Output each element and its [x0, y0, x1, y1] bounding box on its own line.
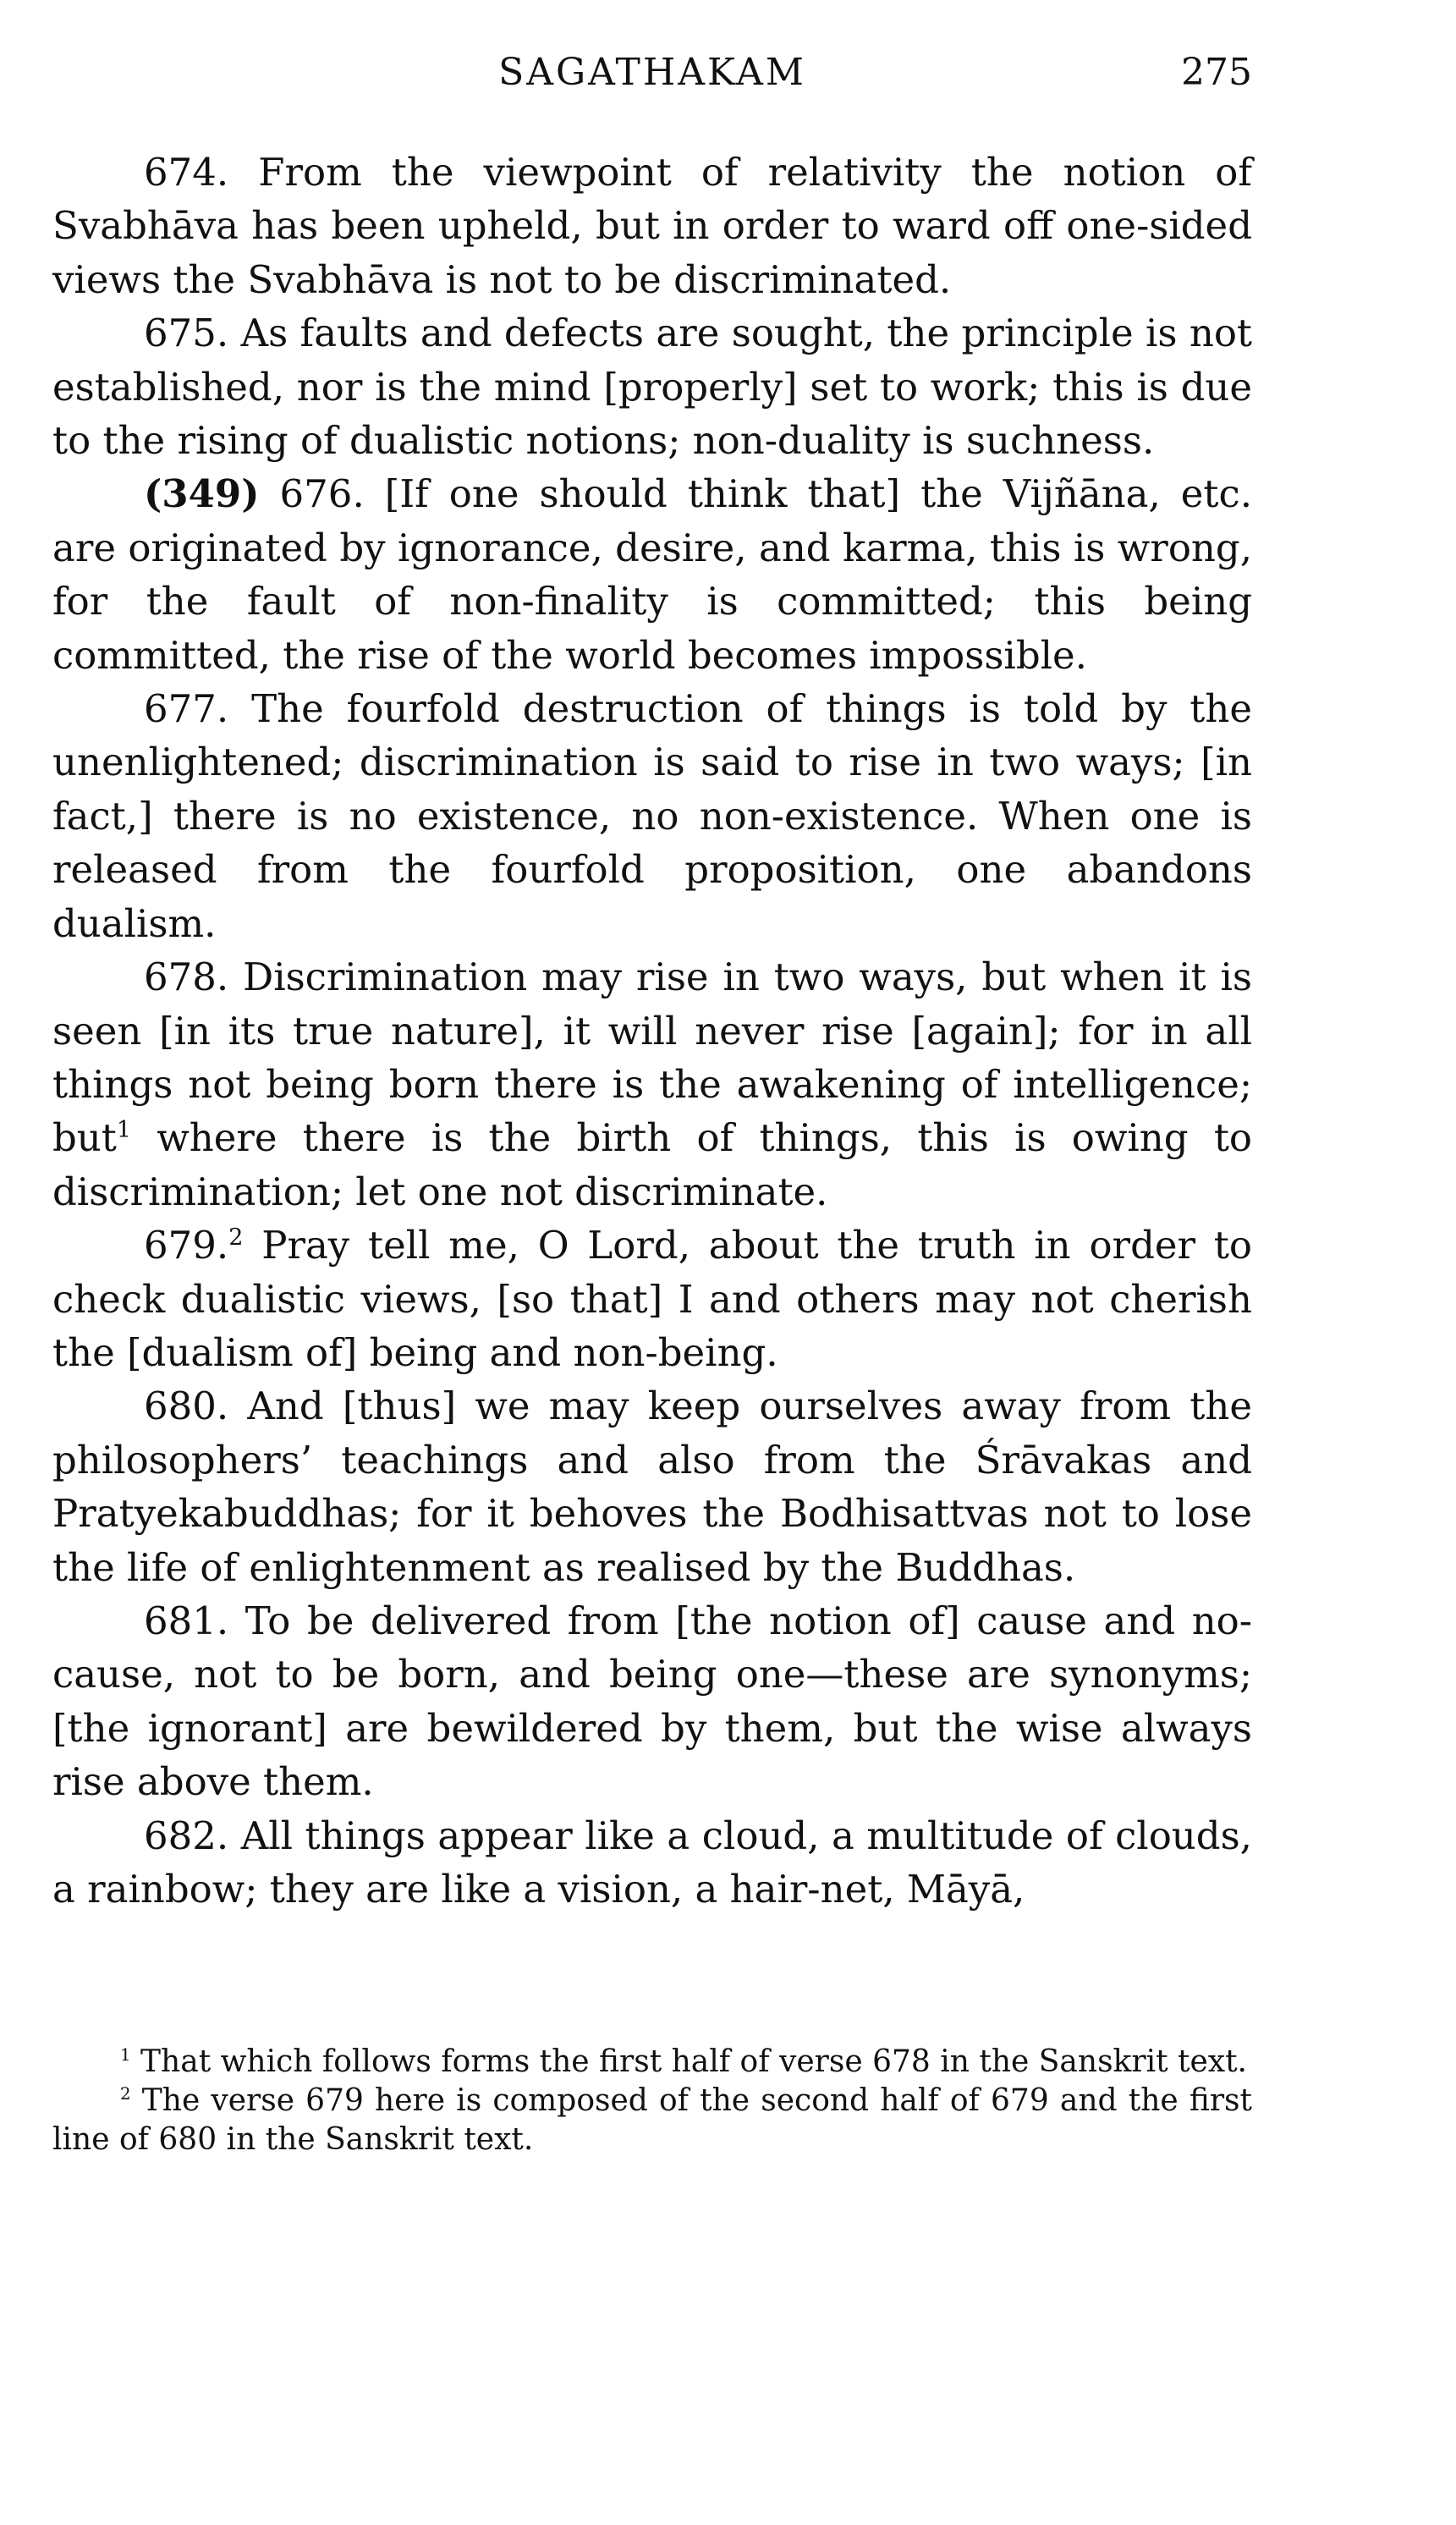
verse-paragraph	[52, 1594, 1252, 1809]
footnote-reference: 1	[116, 1117, 132, 1144]
verse-text: Pray tell me, O Lord, about the truth in order to check dualistic views, [so that] I and others may not cherish the [dualism of] being and non-being.	[52, 1223, 1252, 1375]
verse-number: 675.	[144, 311, 229, 356]
verse-number: 674.	[144, 150, 229, 195]
verse-number: 680.	[144, 1384, 229, 1429]
verse-text: The fourfold destruction of things is told by the unenlightened; discrimination is said to rise in two ways; [in fact,] there is no existence, no non-existence. When one is released from the fourfold proposition, one abandons dualism.	[52, 686, 1252, 946]
verse-text: [If one should think that] the Vijñāna, etc. are originated by ignorance, desire, and karma, this is wrong, for the fault of non-finality is committed; this being committed, the rise of the world becomes impossible.	[52, 471, 1252, 678]
verse-paragraph	[52, 1809, 1252, 1917]
footnote-mark: 2	[120, 2084, 131, 2104]
running-title: SAGATHAKAM	[498, 51, 806, 94]
footnote-text: The verse 679 here is composed of the second half of 679 and the first line of 680 in the Sanskrit text.	[52, 2083, 1252, 2157]
verse-number: 678.	[144, 954, 229, 1000]
verse-number: 682.	[144, 1813, 229, 1858]
body-text	[52, 146, 1252, 1916]
verse-text: As faults and defects are sought, the principle is not established, nor is the mind [properly] set to work; this is due to the rising of dualistic notions; non-duality is suchness.	[52, 311, 1252, 464]
verse-paragraph	[52, 682, 1252, 950]
footnote-text: That which follows forms the first half of verse 678 in the Sanskrit text.	[140, 2044, 1247, 2079]
verse-number: 679.	[144, 1223, 229, 1268]
verse-number: 676.	[279, 471, 365, 517]
verse-text: And [thus] we may keep ourselves away from the philosophers’ teachings and also from the Śrāvakas and Pratyekabuddhas; for it behoves the Bodhisattvas not to lose the life of enlightenment as realised by the Buddhas.	[52, 1384, 1252, 1590]
verse-number: 681.	[144, 1598, 229, 1643]
verse-number: 677.	[144, 686, 229, 732]
verse-text: All things appear like a cloud, a multitude of clouds, a rainbow; they are like a vision, a hair-net, Māyā,	[52, 1813, 1252, 1912]
verse-paragraph	[52, 950, 1252, 1218]
verse-paragraph	[52, 306, 1252, 467]
footnote-mark: 1	[120, 2045, 131, 2065]
verse-text: From the viewpoint of relativity the notion of Svabhāva has been upheld, but in order to ward off one-sided views the Svabhāva is not to be discriminated.	[52, 150, 1252, 302]
marginal-reference: (349)	[144, 471, 260, 517]
verse-paragraph	[52, 1379, 1252, 1594]
verse-paragraph	[52, 146, 1252, 306]
footnote	[52, 2082, 1252, 2159]
verse-text: To be delivered from [the notion of] cause and no-cause, not to be born, and being one—these are synonyms; [the ignorant] are bewildered by them, but the wise always rise above them.	[52, 1598, 1252, 1805]
verse-paragraph	[52, 467, 1252, 682]
verse-text-continued: where there is the birth of things, this is owing to discrimination; let one not discriminate.	[52, 1115, 1252, 1214]
verse-paragraph	[52, 1218, 1252, 1379]
page-number: 275	[1181, 51, 1252, 94]
running-head	[52, 47, 1252, 98]
footnote-reference: 2	[228, 1224, 244, 1251]
footnotes	[52, 2043, 1252, 2159]
verse-text: Discrimination may rise in two ways, but when it is seen [in its true nature], it will never rise [again]; for in all things not being born there is the awakening of intelligence; but	[52, 954, 1252, 1161]
footnote	[52, 2043, 1252, 2082]
